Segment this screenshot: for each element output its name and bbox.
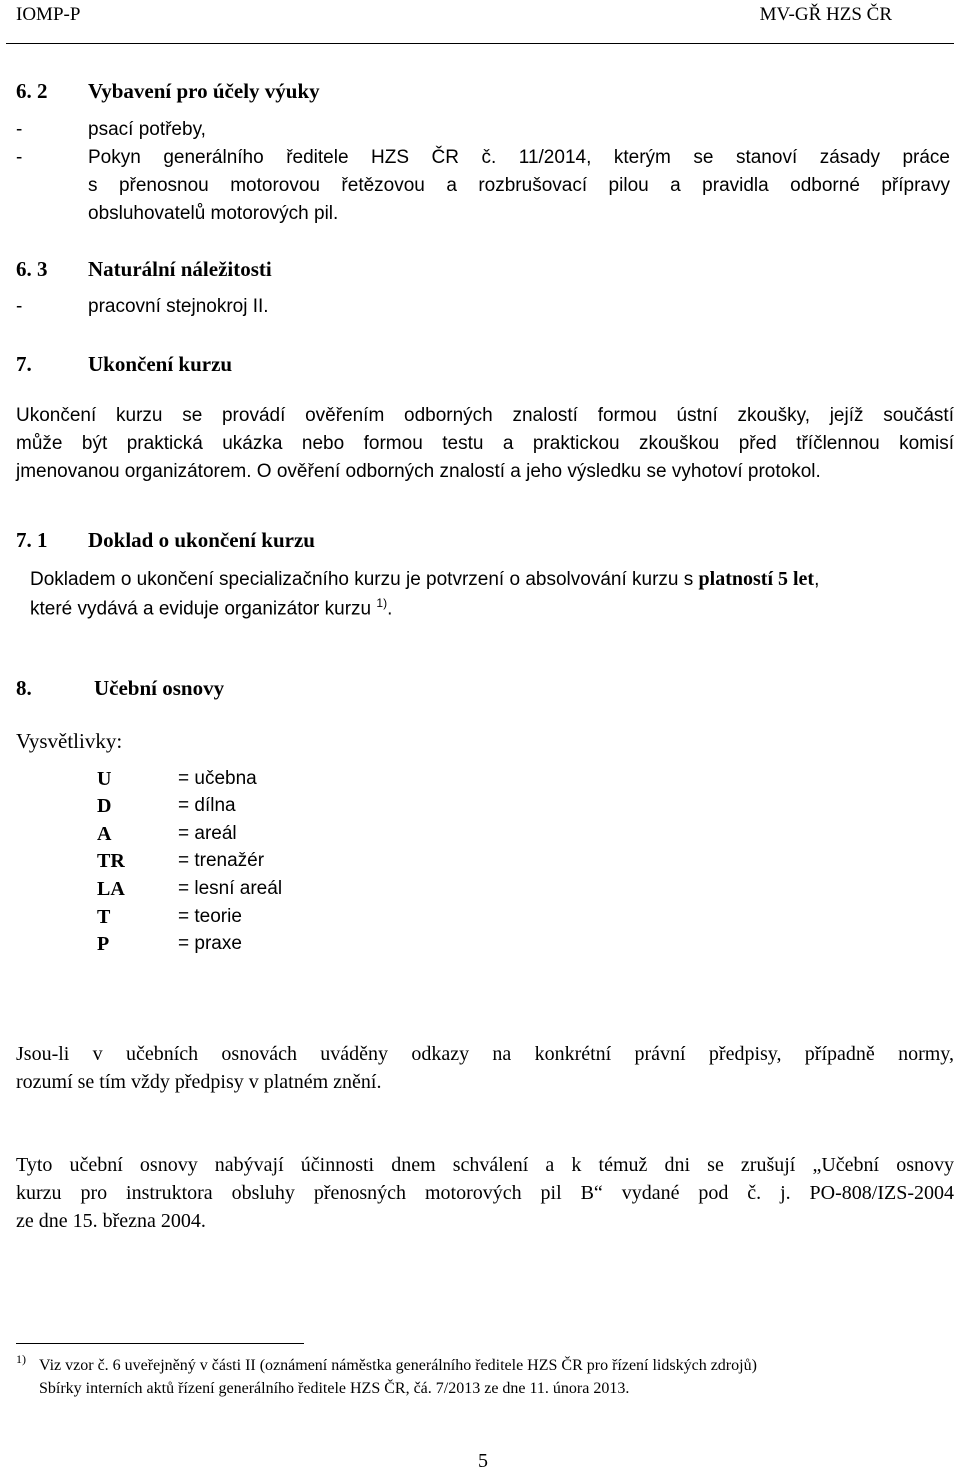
footnote-ref: 1) [376,596,388,610]
header-rule [6,43,954,44]
legend-desc: = dílna [178,795,236,816]
para2-line-1: Tyto učební osnovy nabývají účinnosti dnem schválení a k témuž dni se zrušují „Učební osnovy [16,1154,954,1176]
section-7-1-text: Dokladem o ukončení specializačního kurzu je potvrzení o absolvování kurzu s [30,569,699,590]
list-item-line-2: s přenosnou motorovou řetězovou a rozbrušovací pilou a pravidla odborné přípravy [88,175,950,196]
legend-desc: = areál [178,823,237,844]
para2-line-3: ze dne 15. března 2004. [16,1210,206,1232]
list-item-line-1: Pokyn generálního ředitele HZS ČR č. 11/2014, kterým se stanoví zásady práce [88,147,950,168]
page-number: 5 [478,1450,488,1472]
list-item: pracovní stejnokroj II. [88,296,269,317]
para1-line-2: rozumí se tím vždy předpisy v platném znění. [16,1071,382,1093]
legend-desc: = učebna [178,768,257,789]
paragraph-line [16,433,954,455]
footnote-rule [16,1343,304,1344]
header-left: IOMP-P [16,4,81,25]
paragraph-line [16,1043,954,1066]
list-item: psací potřeby, [88,119,206,140]
section-6-2-number: 6. 2 [16,79,48,103]
section-7-1-text-2: které vydává a eviduje organizátor kurzu [30,598,377,620]
header-right: MV-GŘ HZS ČR [759,4,892,25]
section-6-2-title: Vybavení pro účely výuky [88,79,320,103]
legend-desc: = teorie [178,906,242,927]
section-6-3-title: Naturální náležitosti [88,257,272,281]
list-dash: - [16,296,23,317]
section-7-1-number: 7. 1 [16,528,48,552]
section-7-1-comma: , [814,569,820,590]
legend-abbr: U [97,768,112,790]
section-7-line-3: jmenovanou organizátorem. O ověření odborných znalostí a jeho výsledku se vyhotoví protokol. [16,461,821,482]
section-7-1-line-2 [30,596,392,620]
legend-abbr: A [97,823,112,845]
section-7-line-2: může být praktická ukázka nebo formou testu a praktickou zkouškou před tříčlennou komisí [16,433,954,454]
paragraph-line [16,405,954,427]
list-dash: - [16,119,23,140]
paragraph-line [16,1154,954,1177]
paragraph-line [16,1182,954,1205]
validity-emphasis: platností 5 let [698,568,815,590]
section-7-title: Ukončení kurzu [88,352,233,376]
para1-line-1: Jsou-li v učebních osnovách uváděny odkazy na konkrétní právní předpisy, případně normy, [16,1043,954,1065]
legend-abbr: TR [97,850,125,872]
section-7-1-title: Doklad o ukončení kurzu [88,528,315,552]
legend-abbr: P [97,933,110,955]
section-8-title: Učební osnovy [94,676,225,700]
section-6-3-number: 6. 3 [16,257,48,281]
footnote-line-2: Sbírky interních aktů řízení generálního ředitele HZS ČR, čá. 7/2013 ze dne 11. února 2013. [39,1380,630,1397]
list-item-line-3: obsluhovatelů motorových pil. [88,203,339,224]
list-item-line [88,175,950,197]
list-dash: - [16,147,23,168]
section-8-number: 8. [16,676,32,700]
section-7-line-1: Ukončení kurzu se provádí ověřením odborných znalostí formou ústní zkoušky, jejíž součástí [16,405,954,426]
section-7-number: 7. [16,352,32,376]
legend-desc: = praxe [178,933,242,954]
footnote-line-1: Viz vzor č. 6 uveřejněný v části II (oznámení náměstka generálního ředitele HZS ČR pro řízení lidských zdrojů) [39,1357,757,1374]
list-item-line [88,147,950,169]
legend-desc: = lesní areál [178,878,283,899]
section-7-1-line-1 [30,568,954,591]
legend-abbr: T [97,906,111,928]
para2-line-2: kurzu pro instruktora obsluhy přenosných motorových pil B“ vydané pod č. j. PO-808/IZS-2004 [16,1182,954,1204]
legend-title: Vysvětlivky: [16,729,123,753]
footnote-mark: 1) [16,1352,26,1366]
legend-abbr: D [97,795,112,817]
section-7-1-end: . [387,598,393,620]
legend-abbr: LA [97,878,125,900]
legend-desc: = trenažér [178,850,265,871]
